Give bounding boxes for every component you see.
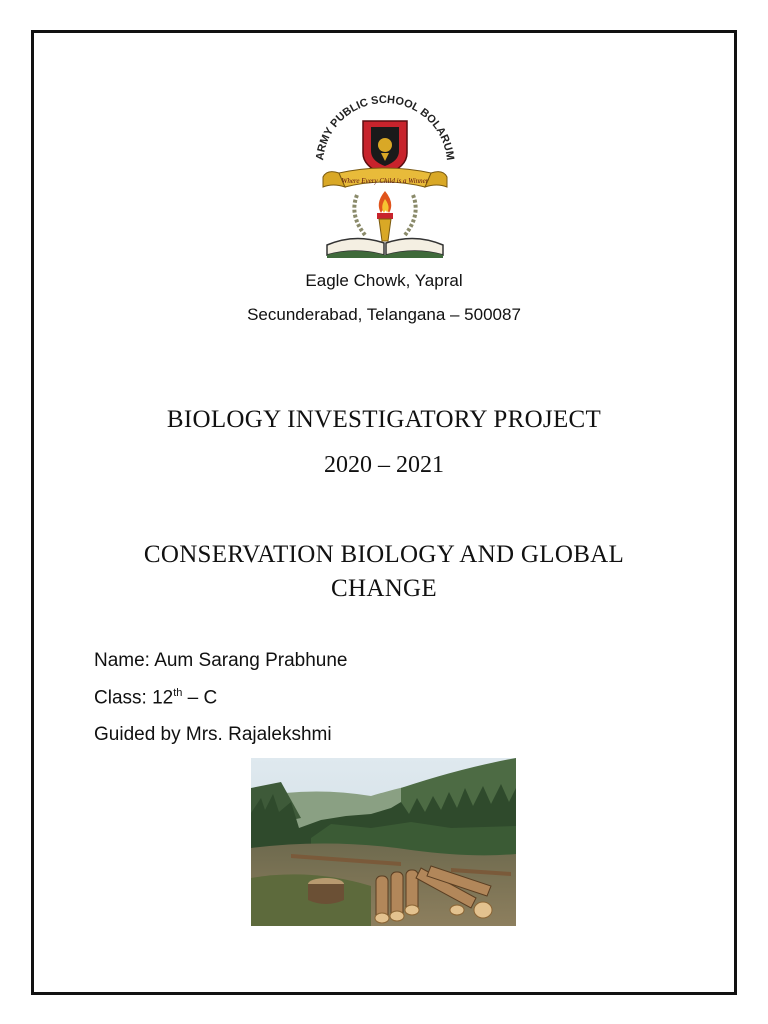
class-superscript: th: [173, 687, 183, 699]
logo-motto: Where Every Child is a Winner: [341, 177, 429, 185]
logo-school-name: ARMY PUBLIC SCHOOL BOLARUM: [314, 95, 456, 162]
student-class: [94, 687, 217, 709]
class-prefix: Class: 12: [94, 687, 174, 709]
school-logo: [305, 95, 465, 260]
address-line-2: Secunderabad, Telangana – 500087: [247, 305, 521, 324]
project-title: BIOLOGY INVESTIGATORY PROJECT: [166, 406, 602, 433]
project-years: 2020 – 2021: [324, 452, 444, 478]
project-topic: CONSERVATION BIOLOGY AND GLOBAL CHANGE: [143, 541, 625, 602]
deforestation-photo: [251, 758, 516, 926]
address-line-1: Eagle Chowk, Yapral: [305, 271, 463, 290]
guide-name: Guided by Mrs. Rajalekshmi: [94, 724, 332, 745]
class-suffix: – C: [182, 687, 218, 709]
student-name: Name: Aum Sarang Prabhune: [94, 650, 348, 671]
